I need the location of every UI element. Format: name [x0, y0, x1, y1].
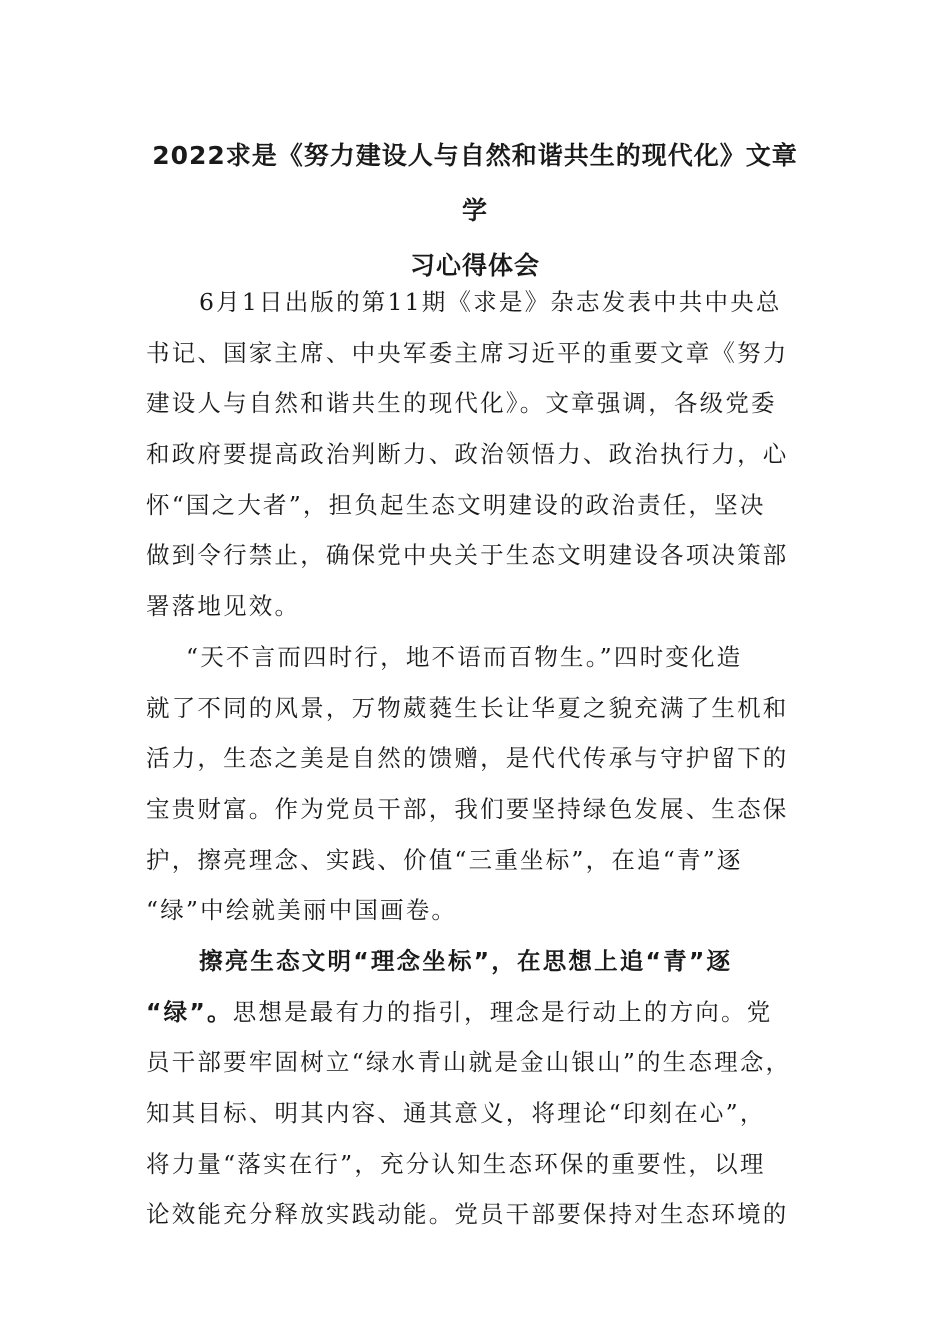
- paragraph-3-text: 思想是最有力的指引，理念是行动上的方向。党: [232, 997, 773, 1026]
- paragraph-1-line: 做到令行禁止，确保党中央关于生态文明建设各项决策部: [146, 541, 789, 570]
- paragraph-1-line: 书记、国家主席、中央军委主席习近平的重要文章《努力: [146, 338, 789, 367]
- paragraph-1-line: 6月1日出版的第11期《求是》杂志发表中共中央总: [199, 288, 782, 316]
- paragraph-3-line: [146, 995, 792, 1046]
- paragraph-1-line: 建设人与自然和谐共生的现代化》。文章强调，各级党委: [146, 389, 777, 418]
- paragraph-3-line: 知其目标、明其内容、通其意义，将理论“印刻在心”，: [146, 1099, 766, 1127]
- paragraph-2-line: 护，擦亮理念、实践、价值“三重坐标”，在追“青”逐: [146, 845, 743, 874]
- paragraph-2-line: “绿”中绘就美丽中国画卷。: [146, 896, 458, 925]
- title-line-2: 习心得体会: [409, 251, 540, 280]
- paragraph-2-line: 活力，生态之美是自然的馈赠，是代代传承与守护留下的: [146, 744, 789, 773]
- paragraph-3-line: 员干部要牢固树立“绿水青山就是金山银山”的生态理念，: [146, 1048, 792, 1077]
- document-title: [140, 128, 810, 293]
- paragraph-3-line: 将力量“落实在行”，充分认知生态环保的重要性，以理: [146, 1149, 766, 1178]
- paragraph-2-line: 就了不同的风景，万物葳蕤生长让华夏之貌充满了生机和: [146, 693, 789, 722]
- paragraph-2-line: “天不言而四时行，地不语而百物生。”四时变化造: [186, 642, 743, 671]
- paragraph-3-line: 论效能充分释放实践动能。党员干部要保持对生态环境的: [146, 1200, 789, 1229]
- paragraph-2-line: 宝贵财富。作为党员干部，我们要坚持绿色发展、生态保: [146, 794, 789, 823]
- paragraph-3-heading-end: “绿”。: [146, 997, 233, 1026]
- paragraph-3-heading: 擦亮生态文明“理念坐标”，在思想上追“青”逐: [199, 946, 733, 975]
- paragraph-1-line: 署落地见效。: [146, 592, 301, 621]
- paragraph-1-line: 和政府要提高政治判断力、政治领悟力、政治执行力，心: [146, 440, 789, 469]
- title-line-1: 2022求是《努力建设人与自然和谐共生的现代化》文章学: [152, 141, 798, 225]
- document-body: [146, 285, 792, 1248]
- paragraph-1-line: 怀“国之大者”，担负起生态文明建设的政治责任，坚决: [146, 490, 766, 519]
